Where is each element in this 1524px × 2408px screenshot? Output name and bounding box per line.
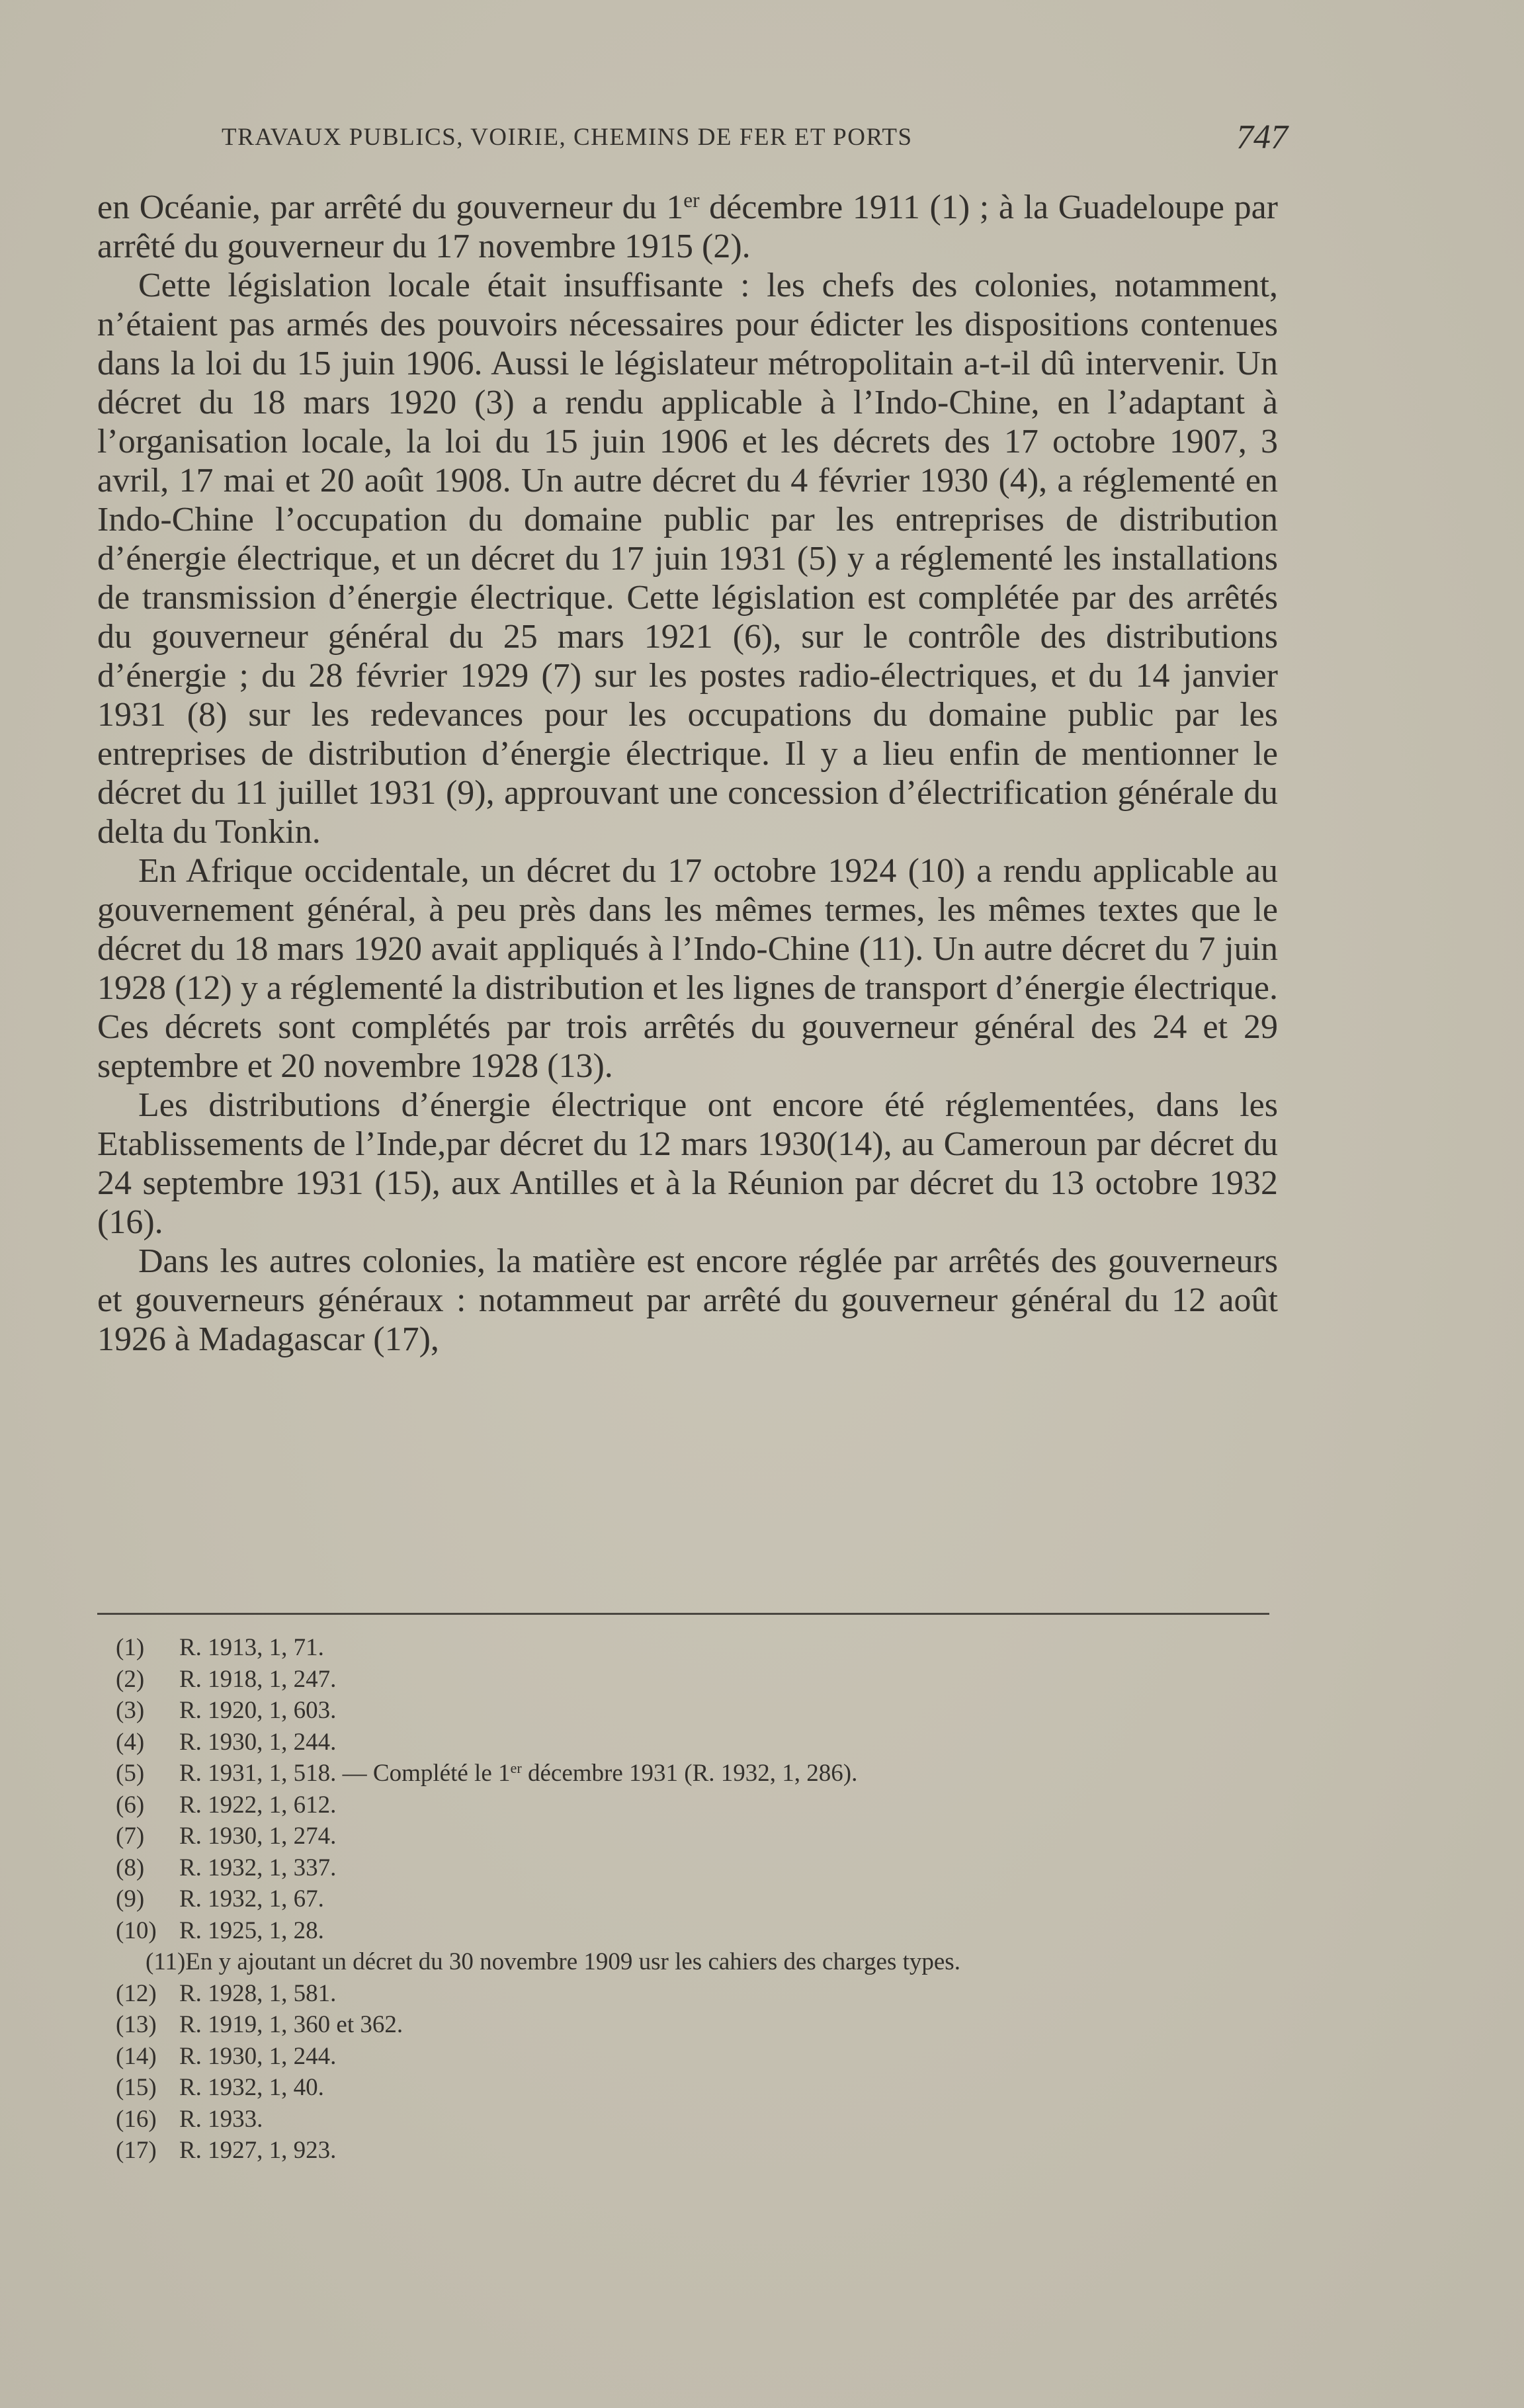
footnote-number: (15): [116, 2074, 157, 2101]
footnotes: [86, 1632, 1273, 2167]
footnote-text: R. 1932, 1, 40.: [179, 2074, 324, 2101]
footnote-text: R. 1925, 1, 28.: [179, 1916, 324, 1944]
footnote: [86, 1852, 1273, 1884]
text-run: décembre 1931 (R. 1932, 1, 286).: [521, 1760, 858, 1787]
page-number: 747: [1236, 118, 1288, 156]
footnote-number: (10): [116, 1916, 157, 1944]
footnote-number: (8): [116, 1854, 145, 1881]
footnote: [86, 1695, 1273, 1727]
text-run: Les distributions d’énergie électrique ont encore été réglementées, dans les Etablissements de l’Inde,par décret du 12 mars 1930(14), au Cameroun par décret du 24 septembre 1931 (15), aux Antilles et à la Réunion par décret du 13 octobre 1932 (16).: [97, 1086, 1278, 1241]
footnote: [86, 2072, 1273, 2104]
paragraph: [97, 188, 1278, 266]
footnote: [86, 1821, 1273, 1852]
page-header: [222, 118, 1288, 157]
footnote-number: (14): [116, 2042, 157, 2070]
superscript: er: [683, 188, 700, 212]
footnote-text: R. 1927, 1, 923.: [179, 2137, 337, 2164]
text-run: Cette législation locale était insuffisante : les chefs des colonies, notamment, n’étaient pas armés des pouvoirs nécessaires pour édicter les dispositions contenues dans la loi du 15 juin 1906. Aussi le législateur métropolitain a-t-il dû intervenir. Un décret du 18 mars 1920 (3) a rendu applicable à l’Indo-Chine, en l’adaptant à l’organisation locale, la loi du 15 juin 1906 et les décrets des 17 octobre 1907, 3 avril, 17 mai et 20 août 1908. Un autre décret du 4 février 1930 (4), a réglementé en Indo-Chine l’occupation du domaine public par les entreprises de distribution d’énergie électrique, et un décret du 17 juin 1931 (5) y a réglementé les installations de transmission d’énergie électrique. Cette législation est complétée par des arrêtés du gouverneur général du 25 mars 1921 (6), sur le contrôle des distributions d’énergie ; du 28 février 1929 (7) sur les postes radio-électriques, et du 14 janvier 1931 (8) sur les redevances pour les occupations du domaine public par les entreprises de distribution d’énergie électrique. Il y a lieu enfin de mentionner le décret du 11 juillet 1931 (9), approuvant une concession d’électrification générale du delta du Tonkin.: [97, 267, 1278, 851]
footnote-number: (2): [116, 1665, 145, 1693]
body-text: [97, 188, 1278, 1359]
footnote-text: R. 1930, 1, 244.: [179, 1728, 337, 1756]
footnote: [86, 2135, 1273, 2167]
text-run: en Océanie, par arrêté du gouverneur du 1: [97, 189, 684, 226]
footnote-number: (11): [146, 1948, 186, 1975]
footnote: [86, 2009, 1273, 2041]
footnote: [86, 2041, 1273, 2073]
superscript: er: [510, 1759, 522, 1776]
footnote-text: R. 1918, 1, 247.: [179, 1665, 337, 1693]
footnote-text: R. 1932, 1, 67.: [179, 1885, 324, 1913]
footnote-number: (4): [116, 1728, 145, 1756]
footnote-number: (9): [116, 1885, 145, 1913]
footnote-text: R. 1922, 1, 612.: [179, 1791, 337, 1819]
footnote: [86, 1915, 1273, 1947]
footnote-text: R. 1920, 1, 603.: [179, 1697, 337, 1724]
text-run: décembre 1911 (1) ; à la Guadeloupe par arrêté du gouverneur du 17 novembre 1915 (2).: [97, 189, 1278, 265]
footnote-text: R. 1930, 1, 244.: [179, 2042, 337, 2070]
footnote: [86, 2104, 1273, 2135]
footnote-number: (12): [116, 1979, 157, 2007]
text-run: En Afrique occidentale, un décret du 17 octobre 1924 (10) a rendu applicable au gouvernement général, à peu près dans les mêmes termes, les mêmes textes que le décret du 18 mars 1920 avait appliqués à l’Indo-Chine (11). Un autre décret du 7 juin 1928 (12) y a réglementé la distribution et les lignes de transport d’énergie électrique. Ces décrets sont complétés par trois arrêtés du gouverneur général des 24 et 29 septembre et 20 novembre 1928 (13).: [97, 852, 1278, 1085]
footnote: [86, 1978, 1273, 2010]
footnote-number: (13): [116, 2011, 157, 2038]
footnote-number: (17): [116, 2137, 157, 2164]
footnote-number: (6): [116, 1791, 145, 1819]
text-run: R. 1931, 1, 518. — Complété le 1: [179, 1760, 511, 1787]
running-title: TRAVAUX PUBLICS, VOIRIE, CHEMINS DE FER ET PORTS: [222, 124, 913, 151]
footnote: [86, 1946, 1273, 1978]
footnote: [86, 1883, 1273, 1915]
footnote-number: (5): [116, 1760, 145, 1787]
footnote: [86, 1789, 1273, 1821]
footnote-number: (3): [116, 1697, 145, 1724]
footnote: [86, 1632, 1273, 1664]
footnote: [86, 1664, 1273, 1696]
footnote-text: R. 1933.: [179, 2105, 263, 2133]
footnote-number: (7): [116, 1823, 145, 1850]
paragraph: [97, 851, 1278, 1086]
footnote-separator: [97, 1613, 1269, 1615]
paragraph: [97, 266, 1278, 851]
text-run: Dans les autres colonies, la matière est encore réglée par arrêtés des gouverneurs et gouverneurs généraux : notammeut par arrêté du gouverneur général du 12 août 1926 à Madagascar (17),: [97, 1242, 1278, 1358]
footnote-number: (16): [116, 2105, 157, 2133]
paragraph: [97, 1242, 1278, 1359]
footnote-text: R. 1932, 1, 337.: [179, 1854, 337, 1881]
footnote-text: En y ajoutant un décret du 30 novembre 1909 usr les cahiers des charges types.: [185, 1948, 960, 1975]
footnote: [86, 1758, 1273, 1789]
footnote-text: R. 1930, 1, 274.: [179, 1823, 337, 1850]
paragraph: [97, 1086, 1278, 1242]
footnote-text: R. 1919, 1, 360 et 362.: [179, 2011, 403, 2038]
footnote-text: R. 1913, 1, 71.: [179, 1634, 324, 1661]
footnote-text: R. 1928, 1, 581.: [179, 1979, 337, 2007]
footnote-number: (1): [116, 1634, 145, 1661]
footnote: [86, 1727, 1273, 1758]
